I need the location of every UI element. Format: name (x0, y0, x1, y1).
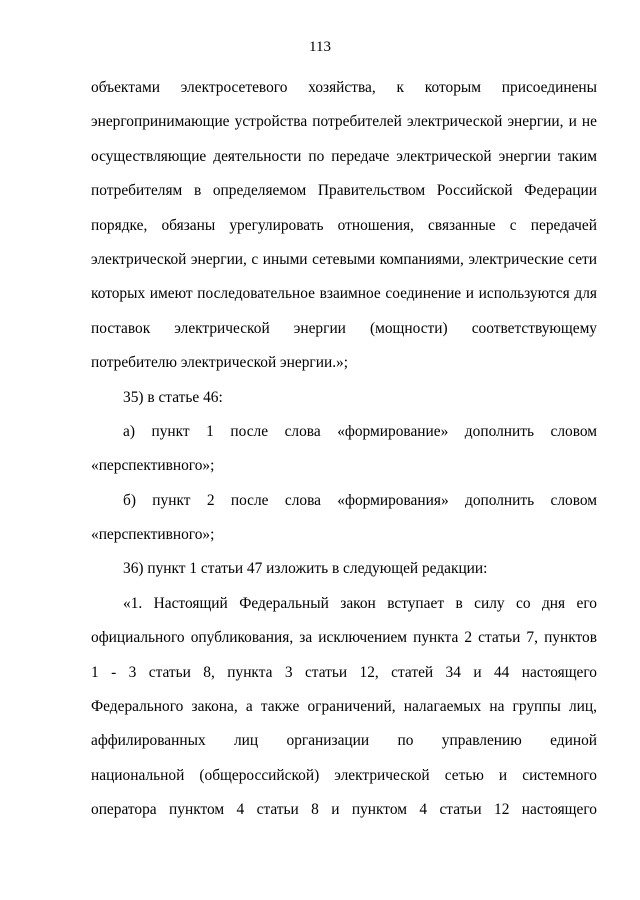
text-line: поставок электрической энергии (мощности) соответствующему (91, 319, 597, 337)
text-line: 1 - 3 статьи 8, пункта 3 статьи 12, статей 34 и 44 настоящего (91, 663, 597, 681)
text-line: объектами электросетевого хозяйства, к которым присоединены (91, 79, 597, 96)
text-line: потребителям в определяемом Правительством Российской Федерации (91, 182, 597, 200)
text-line: официального опубликования, за исключением пункта 2 статьи 7, пунктов (91, 629, 597, 647)
text-line: потребителю электрической энергии.»; (91, 354, 349, 372)
text-line: оператора пунктом 4 статьи 8 и пунктом 4 статьи 12 настоящего (91, 801, 597, 819)
text-line: Федерального закона, а также ограничений, налагаемых на группы лиц, (91, 698, 597, 716)
text-line: аффилированных лиц организации по управлению единой (91, 732, 597, 750)
text-line: 35) в статье 46: (123, 388, 223, 406)
law-text-body (91, 71, 597, 828)
text-line: «перспективного»; (91, 457, 215, 475)
text-line: «перспективного»; (91, 526, 215, 544)
text-line: порядке, обязаны урегулировать отношения, связанные с передачей (91, 216, 597, 234)
text-line: осуществляющие деятельности по передаче электрической энергии таким (91, 147, 597, 165)
text-line: национальной (общероссийской) электрической сетью и системного (91, 766, 597, 784)
text-line: электрической энергии, с иными сетевыми компаниями, электрические сети (91, 250, 597, 268)
text-line: б) пункт 2 после слова «формирования» дополнить словом (123, 491, 597, 509)
text-line: которых имеют последовательное взаимное соединение и используются для (91, 285, 597, 303)
text-line: а) пункт 1 после слова «формирование» дополнить словом (123, 422, 597, 440)
page-number: 113 (309, 39, 331, 55)
text-line: «1. Настоящий Федеральный закон вступает в силу со дня его (123, 594, 597, 612)
text-line: энергопринимающие устройства потребителей электрической энергии, и не (91, 113, 597, 131)
text-line: 36) пункт 1 статьи 47 изложить в следующей редакции: (123, 560, 488, 578)
